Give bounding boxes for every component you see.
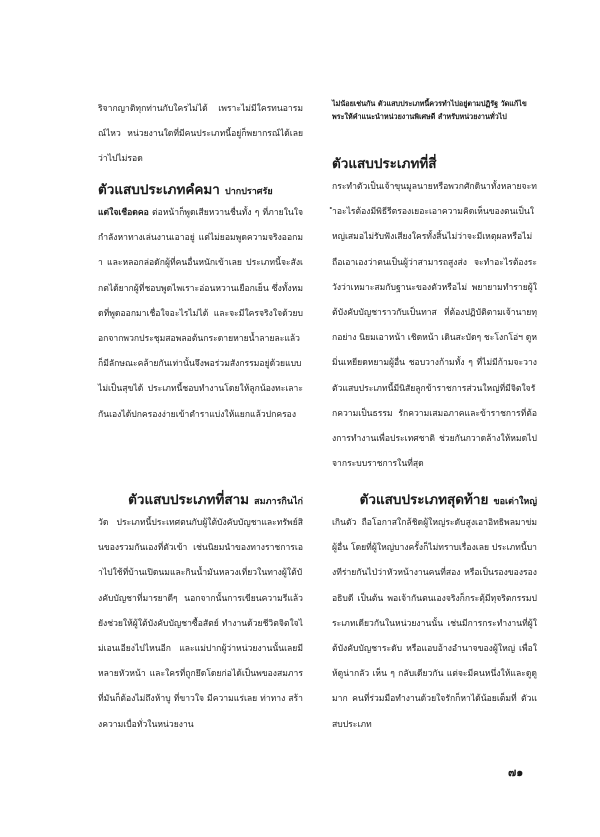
section-four-heading: ตัวแสบประเภทที่สี่ [332,156,437,172]
section-five-body: เกินตัว ถือโอกาสใกล้ชิดผู้ใหญ่ระดับสูงเอาอิทธิพลมาข่มผู้อื่น โดยที่ผู้ใหญ่บางครั้งก็ไม่ทราบเรื่องเลย ประเภทนี้บางทีร่ายกันไป่ว่าหัวหน้างานคนที่สอง หรือเป็นรองของรองอธิบดี เป็นต้น พอเจ้ากันตนเองจริงก็กระตุ้มีทุจริตกรรมประเภทเดียวกันในหน่วยงานนั้น เช่นมีการกระทำงานที่ผู้ใต้บังคับบัญชาระดับ หรือแอบอ้างอำนาจของผู้ใหญ่ เพื่อให้ดูน่ากลัว เห็น ๆ กลับเดียวกัน แต่จะมีคนหนึ่งให้และดูดูมาก คนที่ร่วมมือทำงานด้วยใจรักก็หาได้น้อยเต็มที่ ตัวแสบประเภท [332,518,537,730]
section-four [332,150,537,477]
section-three-heading-suffix: สมภารกินไก่ [254,497,303,507]
section-two-body-text: ต่อหน้าก็พูดเสียหวานชื่นทั้ง ๆ ที่ภายในใจกำลังหาทางเล่นงานเอาอยู่ แต่ไม่ยอมพูดความจริงออกมา และหลอกล่อดักผู้ที่คนอื่นหนักเข้าเลย ประเภทนี้จะสังเกตได้ยากผู้ที่ชอบพูดไพเราะอ่อนหวานเยือกเย็น ซึ่งทั้งหมดที่พูดออกมาเชื่อใจอะไรไม่ได้ และจะมีใครจริงใจด้วยบอกจากพวกประชุมสอพลอต้นกระดายหายน้ำลายละแล้ว ก็มีลักษณะคล้ายกันเท่านั้นจึงพอร่วมสังกรรมอยู่ด้วยแบบไม่เป็นสุขได้ ประเภทนี้ชอบทำงานโดยให้ลูกน้องทะเลาะกันเองได้ปกครองง่ายเข้าตำราแบ่งให้แยกแล้วปกครอง [98,208,304,420]
section-two-lead: แต่ใจเชือดคอ [98,208,149,218]
section-four-heading-suffix: กระทำตัวเป็นเจ้าขุนมูลนายหรือพวกศักดินาทั้งหลายจะทำอะไรต้องมี [332,182,537,218]
page-number: ๗๑ [508,766,524,779]
section-two-heading-suffix: ปากปราศรัย [224,187,273,197]
section-two-heading-line [98,176,303,201]
right-intro-small: ตัวแสบประเภทนี้ควรทำไปอยู่ตามปฏิรัฐ วัดแก้ไขพระให้คำแนะนำหน่วยงานพิเศษดี สำหรับหน่วยงานทั่วไป [332,99,527,121]
right-intro [332,97,537,123]
section-three-heading-line [98,486,303,511]
section-two-heading: ตัวแสบประเภทคํคมา [98,182,220,198]
section-five-heading: ตัวแสบประเภทสุดท้าย [359,492,489,508]
section-three-heading: ตัวแสบประเภทที่สาม [128,492,250,508]
section-three [98,486,303,738]
section-five [332,486,537,738]
left-intro-text: ริจากญาติทุกท่านกับใครไม่ได้ เพราะไม่มีใครทนอารมณ์ไหว หน่วยงานใดที่มีคนประเภทนี้อยู่ก็พยากรณ์ได้เลยว่าไปไม่รอด [98,104,303,165]
section-four-body-text: พิธีรีตรองเยอะเอาความคิดเห็นของตนเป็นใหญ่เสมอไม่รับฟังเสียงใครทั้งสิ้นไม่ว่าจะมีเหตุผลหรือไม่ ถือเอาเองว่าตนเป็นผู้ว่าสามารถสูงส่ง จะทำอะไรต้องระวังว่าเหมาะสมกับฐานะของตัวหรือไม่ พยายามทำรายผู้ใต้บังคับบัญชาราวกับเป็นทาส ที่ต้องปฏิบัติตามเจ้านายทุกอย่าง นิยมเอาหน้า เชิดหน้า เดินสะบัดๆ ชะโงกโอ่ฯ ดูหมิ่นเหยียดหยามผู้อื่น ชอบวางก้ามทั้ง ๆ ที่ไม่มีก้ามจะวางตัวแสบประเภทนี้มีนิสัยลูกข้าราชการส่วนใหญ่ที่มีจิตใจรักความเป็นธรรม รักความเสมอภาคและข้าราชการที่ต้องการทำงานเพื่อประเทศชาติ ช่วยกันกวาดล้างให้หมดไปจากระบบราชการในที่สุด [332,207,537,470]
right-intro-text [332,97,537,123]
section-three-body: วัด ประเภทนี้ประเทศตนกับผู้ใต้บังคับบัญชาและทรัพย์สินของรวมกันเองที่ตัวเข้า เช่นนิยมนำของทางราชการเอาไปใช้ที่บ้านเปิดนมและกินน้ำมันหลวงเที่ยวในทางผู้ใต้บังคับบัญชาที่มารยาดีๆ นอกจากนั้นการเขียนความรีแล้วยังช่วยให้ผู้ใต้บังคับบัญชาซื้อสัตย์ ทำงานด้วยชีวิตจิตใจไม่เอนเอียงไปไหนอีก และแม่ปากผู้ว่าหน่วยงานนั้นเลยมีหลายหัวหน้า และใครที่ถูกยึดโดยก่อได้เป็นพของสมภารที่มันก็ต้องไม่ถึงห้าบู ที่ขาวใจ มีความแร่เลย ท่าทาง สร้างความเบื่อทั่วในหน่วยงาน [98,518,303,730]
section-five-heading-suffix: ขอเต่าใหญ่ [493,497,537,507]
section-two [98,176,303,428]
section-two-body [98,201,303,428]
right-intro-line: ไม่น้อยเช่นกัน [332,99,376,108]
section-four-body [332,175,537,477]
section-five-heading-line [332,486,537,511]
section-four-heading-line [332,150,537,175]
left-intro [98,97,303,173]
